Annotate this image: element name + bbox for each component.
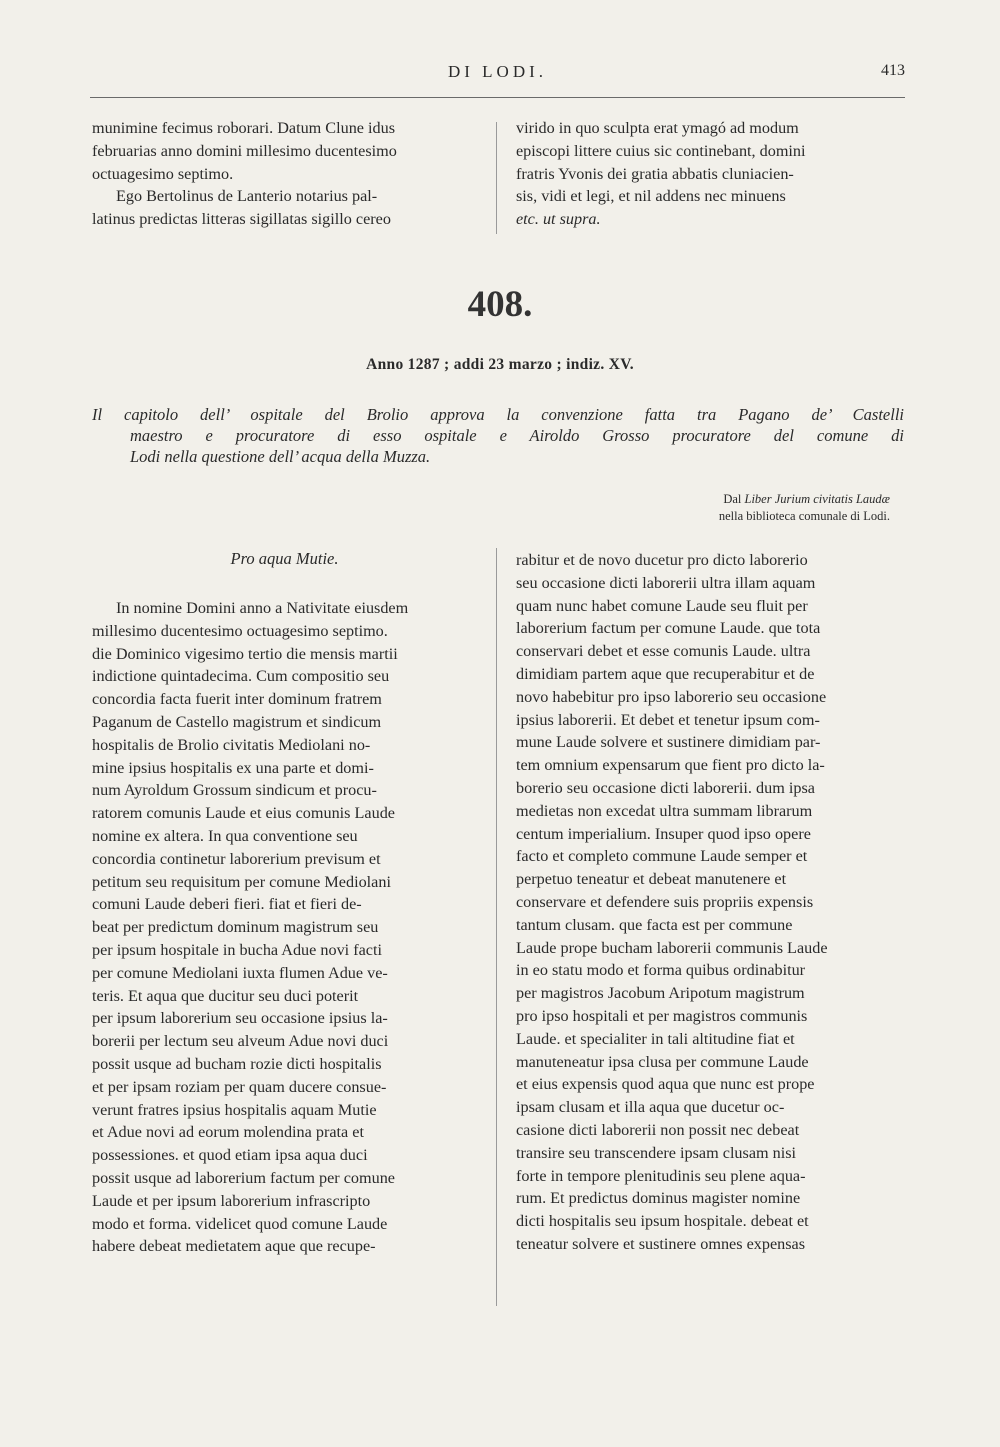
text-line: Laude et per ipsum laborerium infrascripto xyxy=(92,1191,371,1210)
text-line: habere debeat medietatem aque que recupe- xyxy=(92,1237,376,1256)
text-line: virido in quo sculpta erat ymagó ad modum xyxy=(516,119,799,137)
text-line: mune Laude solvere et sustinere dimidiam par- xyxy=(516,733,821,752)
text-line: Laude prope bucham laborerii communis Laude xyxy=(516,938,828,957)
text-line: modo et forma. videlicet quod comune Laude xyxy=(92,1214,388,1233)
text-line: per magistros Jacobum Aripotum magistrum xyxy=(516,984,805,1003)
text-line: sis, vidi et legi, et nil addens nec minuens xyxy=(516,187,786,206)
text-line: rabitur et de novo ducetur pro dicto laborerio xyxy=(516,551,808,569)
source-title: Liber Jurium civitatis Laudæ xyxy=(744,492,890,506)
text-line: In nomine Domini anno a Nativitate eiusdem xyxy=(116,599,409,617)
page-number: 413 xyxy=(881,62,905,79)
text-line: conservare et defendere suis propriis expensis xyxy=(516,892,814,911)
column-divider xyxy=(496,548,497,1306)
text-line: transire seu transcendere ipsam clusam nisi xyxy=(516,1143,797,1162)
text-line: per ipsum laborerium seu occasione ipsius la- xyxy=(92,1009,388,1028)
column-divider xyxy=(496,122,497,234)
text-line: per ipsum hospitale in bucha Adue novi facti xyxy=(92,940,382,959)
text-line: concordia facta fuerit inter dominum fratrem xyxy=(92,690,382,709)
text-line: episcopi littere cuius sic continebant, domini xyxy=(516,141,806,160)
text-line: rum. Et predictus dominus magister nomine xyxy=(516,1189,801,1208)
text-line: possessiones. et quod etiam ipsa aqua duci xyxy=(92,1146,368,1165)
top-right-column xyxy=(516,117,904,231)
text-line: hospitalis de Brolio civitatis Mediolani no- xyxy=(92,735,371,754)
text-line: teris. Et aqua que ducitur seu duci poterit xyxy=(92,986,359,1005)
text-line: octuagesimo septimo. xyxy=(92,164,234,183)
text-line: ipsius laborerii. Et debet et tenetur ipsum com- xyxy=(516,710,820,729)
text-line: dicti hospitalis seu ipsum hospitale. debeat et xyxy=(516,1212,809,1231)
text-line: petitum seu requisitum per comune Mediolani xyxy=(92,872,391,891)
text-line: borerii per lectum seu alveum Adue novi duci xyxy=(92,1032,389,1051)
text-line: in eo statu modo et forma quibus ordinabitur xyxy=(516,961,806,980)
text-line: ipsam clusam et illa aqua que ducetur oc- xyxy=(516,1098,785,1117)
text-line: fratris Yvonis dei gratia abbatis cluniacien- xyxy=(516,164,794,183)
text-line: tantum clusam. que facta est per commune xyxy=(516,915,793,934)
running-head xyxy=(90,62,905,86)
body-left-column xyxy=(92,597,477,1258)
text-line: borerio seu occasione dicti laborerii. dum ipsa xyxy=(516,778,815,797)
text-line: per comune Mediolani iuxta flumen Adue ve- xyxy=(92,963,388,982)
text-line: mine ipsius hospitalis ex una parte et domi- xyxy=(92,758,374,777)
text-line: num Ayroldum Grossum sindicum et procu- xyxy=(92,781,377,800)
text-line: et eius expensis quod aqua que nunc est prope xyxy=(516,1075,815,1094)
text-line: novo habebitur pro ipso laborerio seu occasione xyxy=(516,687,827,706)
text-line: pro ipso hospitali et per magistros communis xyxy=(516,1006,808,1025)
text-line: ratorem comunis Laude et eius comunis Laude xyxy=(92,804,395,823)
top-left-column xyxy=(92,117,477,231)
source-prefix: Dal xyxy=(723,492,745,506)
text-line: quam nunc habet comune Laude seu fluit per xyxy=(516,596,808,615)
text-line: Laude. et specialiter in tali altitudine fiat et xyxy=(516,1029,795,1048)
source-note xyxy=(590,491,890,525)
text-line: perpetuo teneatur et debeat manutenere et xyxy=(516,870,787,889)
text-line: manuteneatur ipsa clusa per commune Laude xyxy=(516,1052,809,1071)
text-line: latinus predictas litteras sigillatas sigillo cereo xyxy=(92,210,391,229)
source-line: nella biblioteca comunale di Lodi. xyxy=(718,509,890,523)
text-line: beat per predictum dominum magistrum seu xyxy=(92,918,379,937)
summary-line: Il capitolo dell’ ospitale del Brolio approva la convenzione fatta tra Pagano de’ Castelli xyxy=(92,405,904,424)
text-line: Ego Bertolinus de Lanterio notarius pal- xyxy=(116,187,378,206)
text-line: et Adue novi ad eorum molendina prata et xyxy=(92,1123,364,1142)
text-line: conservari debet et esse comunis Laude. ultra xyxy=(516,642,811,661)
text-line: teneatur solvere et sustinere omnes expensas xyxy=(516,1234,806,1253)
document-heading: Pro aqua Mutie. xyxy=(230,549,339,568)
text-line: dimidiam partem aque que recuperabitur et de xyxy=(516,664,815,683)
text-line: possit usque ad bucham rozie dicti hospitalis xyxy=(92,1054,382,1073)
text-line: facto et completo commune Laude semper et xyxy=(516,847,808,866)
text-line: verunt fratres ipsius hospitalis aquam Mutie xyxy=(92,1100,377,1119)
document-summary xyxy=(92,404,904,467)
text-line: millesimo ducentesimo octuagesimo septimo. xyxy=(92,621,388,640)
text-line: forte in tempore plenitudinis seu plene aqua- xyxy=(516,1166,806,1185)
text-line: seu occasione dicti laborerii ultra illam aquam xyxy=(516,573,816,592)
text-line: laborerium factum per comune Laude. que tota xyxy=(516,619,821,638)
document-number: 408. xyxy=(467,284,533,325)
text-line: medietas non excedat ultra summam librarum xyxy=(516,801,813,820)
text-line: die Dominico vigesimo tertio die mensis martii xyxy=(92,644,398,663)
summary-line: Lodi nella questione dell’ acqua della Muzza. xyxy=(130,447,431,466)
text-line: et per ipsam roziam per quam ducere consue- xyxy=(92,1077,387,1096)
document-date: Anno 1287 ; addi 23 marzo ; indiz. XV. xyxy=(366,356,634,373)
text-line: concordia continetur laborerium previsum et xyxy=(92,849,381,868)
text-line: centum imperialium. Insuper quod ipso opere xyxy=(516,824,811,843)
text-line: comuni Laude deberi fieri. fiat et fieri de- xyxy=(92,895,362,914)
body-right-column xyxy=(516,549,904,1256)
source-line xyxy=(590,491,890,508)
text-line: etc. ut supra. xyxy=(516,210,601,229)
text-line: nomine ex altera. In qua conventione seu xyxy=(92,826,358,845)
running-title: DI LODI. xyxy=(447,62,548,81)
text-line: tem omnium expensarum que fient pro dicto la- xyxy=(516,756,825,775)
text-line: possit usque ad laborerium factum per comune xyxy=(92,1168,395,1187)
text-line: Paganum de Castello magistrum et sindicum xyxy=(92,712,382,731)
text-line: munimine fecimus roborari. Datum Clune idus xyxy=(92,119,396,137)
text-line: indictione quintadecima. Cum compositio seu xyxy=(92,667,390,686)
text-line: februarias anno domini millesimo ducentesimo xyxy=(92,141,397,160)
header-rule xyxy=(90,97,905,98)
text-line: casione dicti laborerii non possit nec debeat xyxy=(516,1120,800,1139)
summary-line: maestro e procuratore di esso ospitale e Airoldo Grosso procuratore del comune di xyxy=(130,426,904,445)
